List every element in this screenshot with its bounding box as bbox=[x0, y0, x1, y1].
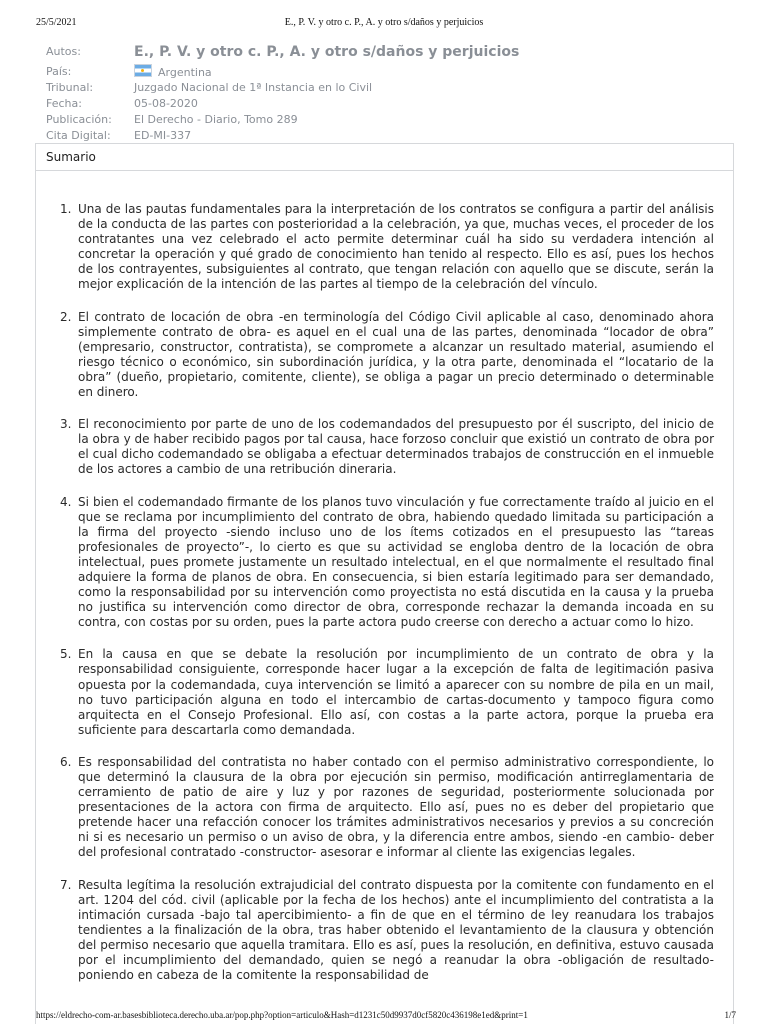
item-number: 7. bbox=[60, 877, 72, 892]
sumario-item-7 bbox=[60, 877, 714, 984]
print-footer bbox=[0, 1010, 768, 1024]
page-number: 1/7 bbox=[724, 1010, 736, 1020]
tribunal-value: Juzgado Nacional de 1ª Instancia en lo Civil bbox=[134, 81, 373, 94]
tribunal-label: Tribunal: bbox=[46, 81, 94, 94]
autos-label: Autos: bbox=[46, 45, 81, 58]
pais-label: País: bbox=[46, 65, 72, 78]
item-text: El reconocimiento por parte de uno de los codemandados del presupuesto por él suscripto, del inicio de la obra y de haber recibido pagos por tal causa, hace forzoso concluir que existió un contrato de obra por el cual dicho codemandado se obligaba a efectuar determinados trabajos de construcción en el inmueble de los actores a cambio de una retribución dineraria. bbox=[78, 417, 714, 477]
cita-label: Cita Digital: bbox=[46, 129, 111, 142]
item-number: 4. bbox=[60, 494, 72, 509]
meta-row-publicacion bbox=[46, 112, 736, 128]
sumario-item-5 bbox=[60, 647, 714, 738]
publicacion-value: El Derecho - Diario, Tomo 289 bbox=[134, 113, 298, 126]
item-number: 5. bbox=[60, 647, 72, 662]
sumario-item-3 bbox=[60, 417, 714, 477]
item-number: 1. bbox=[60, 202, 72, 216]
case-metadata bbox=[46, 42, 736, 144]
print-title: E., P. V. y otro c. P., A. y otro s/daños y perjuicios bbox=[284, 17, 484, 28]
sumario-item-1 bbox=[60, 202, 714, 293]
publicacion-label: Publicación: bbox=[46, 113, 112, 126]
cita-value: ED-MI-337 bbox=[134, 129, 192, 142]
item-text: Si bien el codemandado firmante de los planos tuvo vinculación y fue correctamente traído al juicio en el que se reclama por incumplimiento del contrato de obra, habiendo quedado limitada su participación a la firma del proyecto -siendo incluso uno de los ítems cotizados en el presupuesto las “tareas profesionales de proyecto”-, lo cierto es que su actividad se engloba dentro de la locación de obra intelectual, pues promete justamente un resultado intelectual, en el que normalmente el resultado final adquiere la forma de planos de obra. En consecuencia, si bien estaría legitimado para ser demandado, como la responsabilidad por su intervención como proyectista no está discutida en la causa y la prueba no justifica su intervención como director de obra, corresponde rechazar la demanda incoada en su contra, con costas por su orden, pues la parte actora pudo creerse con derecho a actuar como lo hizo. bbox=[78, 494, 714, 630]
item-number: 3. bbox=[60, 417, 72, 432]
pais-value: Argentina bbox=[158, 66, 212, 79]
print-header bbox=[0, 0, 768, 38]
sumario-item-6 bbox=[60, 754, 714, 861]
pais-value-wrap bbox=[134, 64, 736, 80]
meta-row-cita bbox=[46, 128, 736, 144]
sumario-heading: Sumario bbox=[36, 144, 733, 171]
item-text: Es responsabilidad del contratista no haber contado con el permiso administrativo correspondiente, lo que determinó la clausura de la obra por ejecución sin permiso, modificación antirreglamentaria de cerramiento de patio de aire y luz y por razones de seguridad, posteriormente solucionada por presentaciones de la actora con firma de arquitecto. Ello así, pues no es deber del propietario que pretende hacer una refacción conocer los trámites administrativos necesarios y previos a su concreción ni si es necesario un permiso o un aviso de obra, y la diferencia entre ambos, siendo -en cambio- deber del profesional contratado -constructor- asesorar e informar al cliente las exigencias legales. bbox=[78, 754, 714, 860]
footer-url: https://eldrecho-com-ar.basesbiblioteca.derecho.uba.ar/pop.php?option=articulo&Hash=d1231c50d9937d0cf5820c436198e1ed&print=1 bbox=[36, 1010, 528, 1020]
item-text: Resulta legítima la resolución extrajudicial del contrato dispuesta por la comitente con fundamento en el art. 1204 del cód. civil (aplicable por la fecha de los hechos) ante el incumplimiento del contratista a la intimación cursada -bajo tal apercibimiento- a fin de que en el término de ley reanudara los trabajos tendientes a la finalización de la obra, tras haber obtenido el levantamiento de la clausura y obtención del permiso necesario que aquella tramitara. Ello es así, pues la resolución, en definitiva, estuvo causada por el incumplimiento del demandado, quien se negó a reanudar la obra -obligación de resultado- poniendo en cabeza de la comitente la responsabilidad de bbox=[78, 877, 714, 983]
fecha-value: 05-08-2020 bbox=[134, 97, 198, 110]
item-text: El contrato de locación de obra -en terminología del Código Civil aplicable al caso, denominado ahora simplemente contrato de obra- es aquel en el cual una de las partes, denominada “locador de obra” (empresario, constructor, contratista), se compromete a alcanzar un resultado material, asumiendo el riesgo técnico o económico, sin subordinación jurídica, y la otra parte, denominada el “locatario de la obra” (dueño, propietario, comitente, cliente), se obliga a pagar un precio determinado o determinable en dinero. bbox=[78, 309, 714, 400]
sumario-item-2 bbox=[60, 309, 714, 401]
meta-row-autos bbox=[46, 42, 736, 64]
item-number: 2. bbox=[60, 309, 72, 324]
print-date: 25/5/2021 bbox=[36, 17, 77, 28]
sumario-section bbox=[35, 143, 734, 1024]
meta-row-pais bbox=[46, 64, 736, 80]
sumario-list bbox=[60, 202, 714, 1000]
sumario-item-4 bbox=[60, 494, 714, 631]
item-number: 6. bbox=[60, 754, 72, 769]
item-text: En la causa en que se debate la resolución por incumplimiento de un contrato de obra y la responsabilidad consiguiente, corresponde hacer lugar a la excepción de falta de legitimación pasiva opuesta por la codemandada, cuya intervención se limitó a aparecer con su nombre de pila en un mail, no tuvo participación alguna en todo el intercambio de cartas-documento y tampoco figura como arquitecta en el Consejo Profesional. Ello así, con costas a la parte actora, porque la prueba era suficiente para descartarla como demandada. bbox=[78, 647, 714, 737]
meta-row-fecha bbox=[46, 96, 736, 112]
fecha-label: Fecha: bbox=[46, 97, 82, 110]
argentina-flag-icon bbox=[134, 64, 152, 77]
meta-row-tribunal bbox=[46, 80, 736, 96]
item-text: Una de las pautas fundamentales para la interpretación de los contratos se configura a partir del análisis de la conducta de las partes con posterioridad a la celebración, ya que, muchas veces, el proceder de los contratantes una vez celebrado el acto permite determinar cuál ha sido su verdadera intención al concretar la operación y qué grado de conocimiento han tenido al respecto. Ello es así, pues los hechos de los contrayentes, subsiguientes al contrato, que tengan relación con aquello que se discute, serán la mejor explicación de la intención de las partes al tiempo de la celebración del vínculo. bbox=[78, 202, 714, 292]
case-title: E., P. V. y otro c. P., A. y otro s/daños y perjuicios bbox=[134, 44, 520, 60]
